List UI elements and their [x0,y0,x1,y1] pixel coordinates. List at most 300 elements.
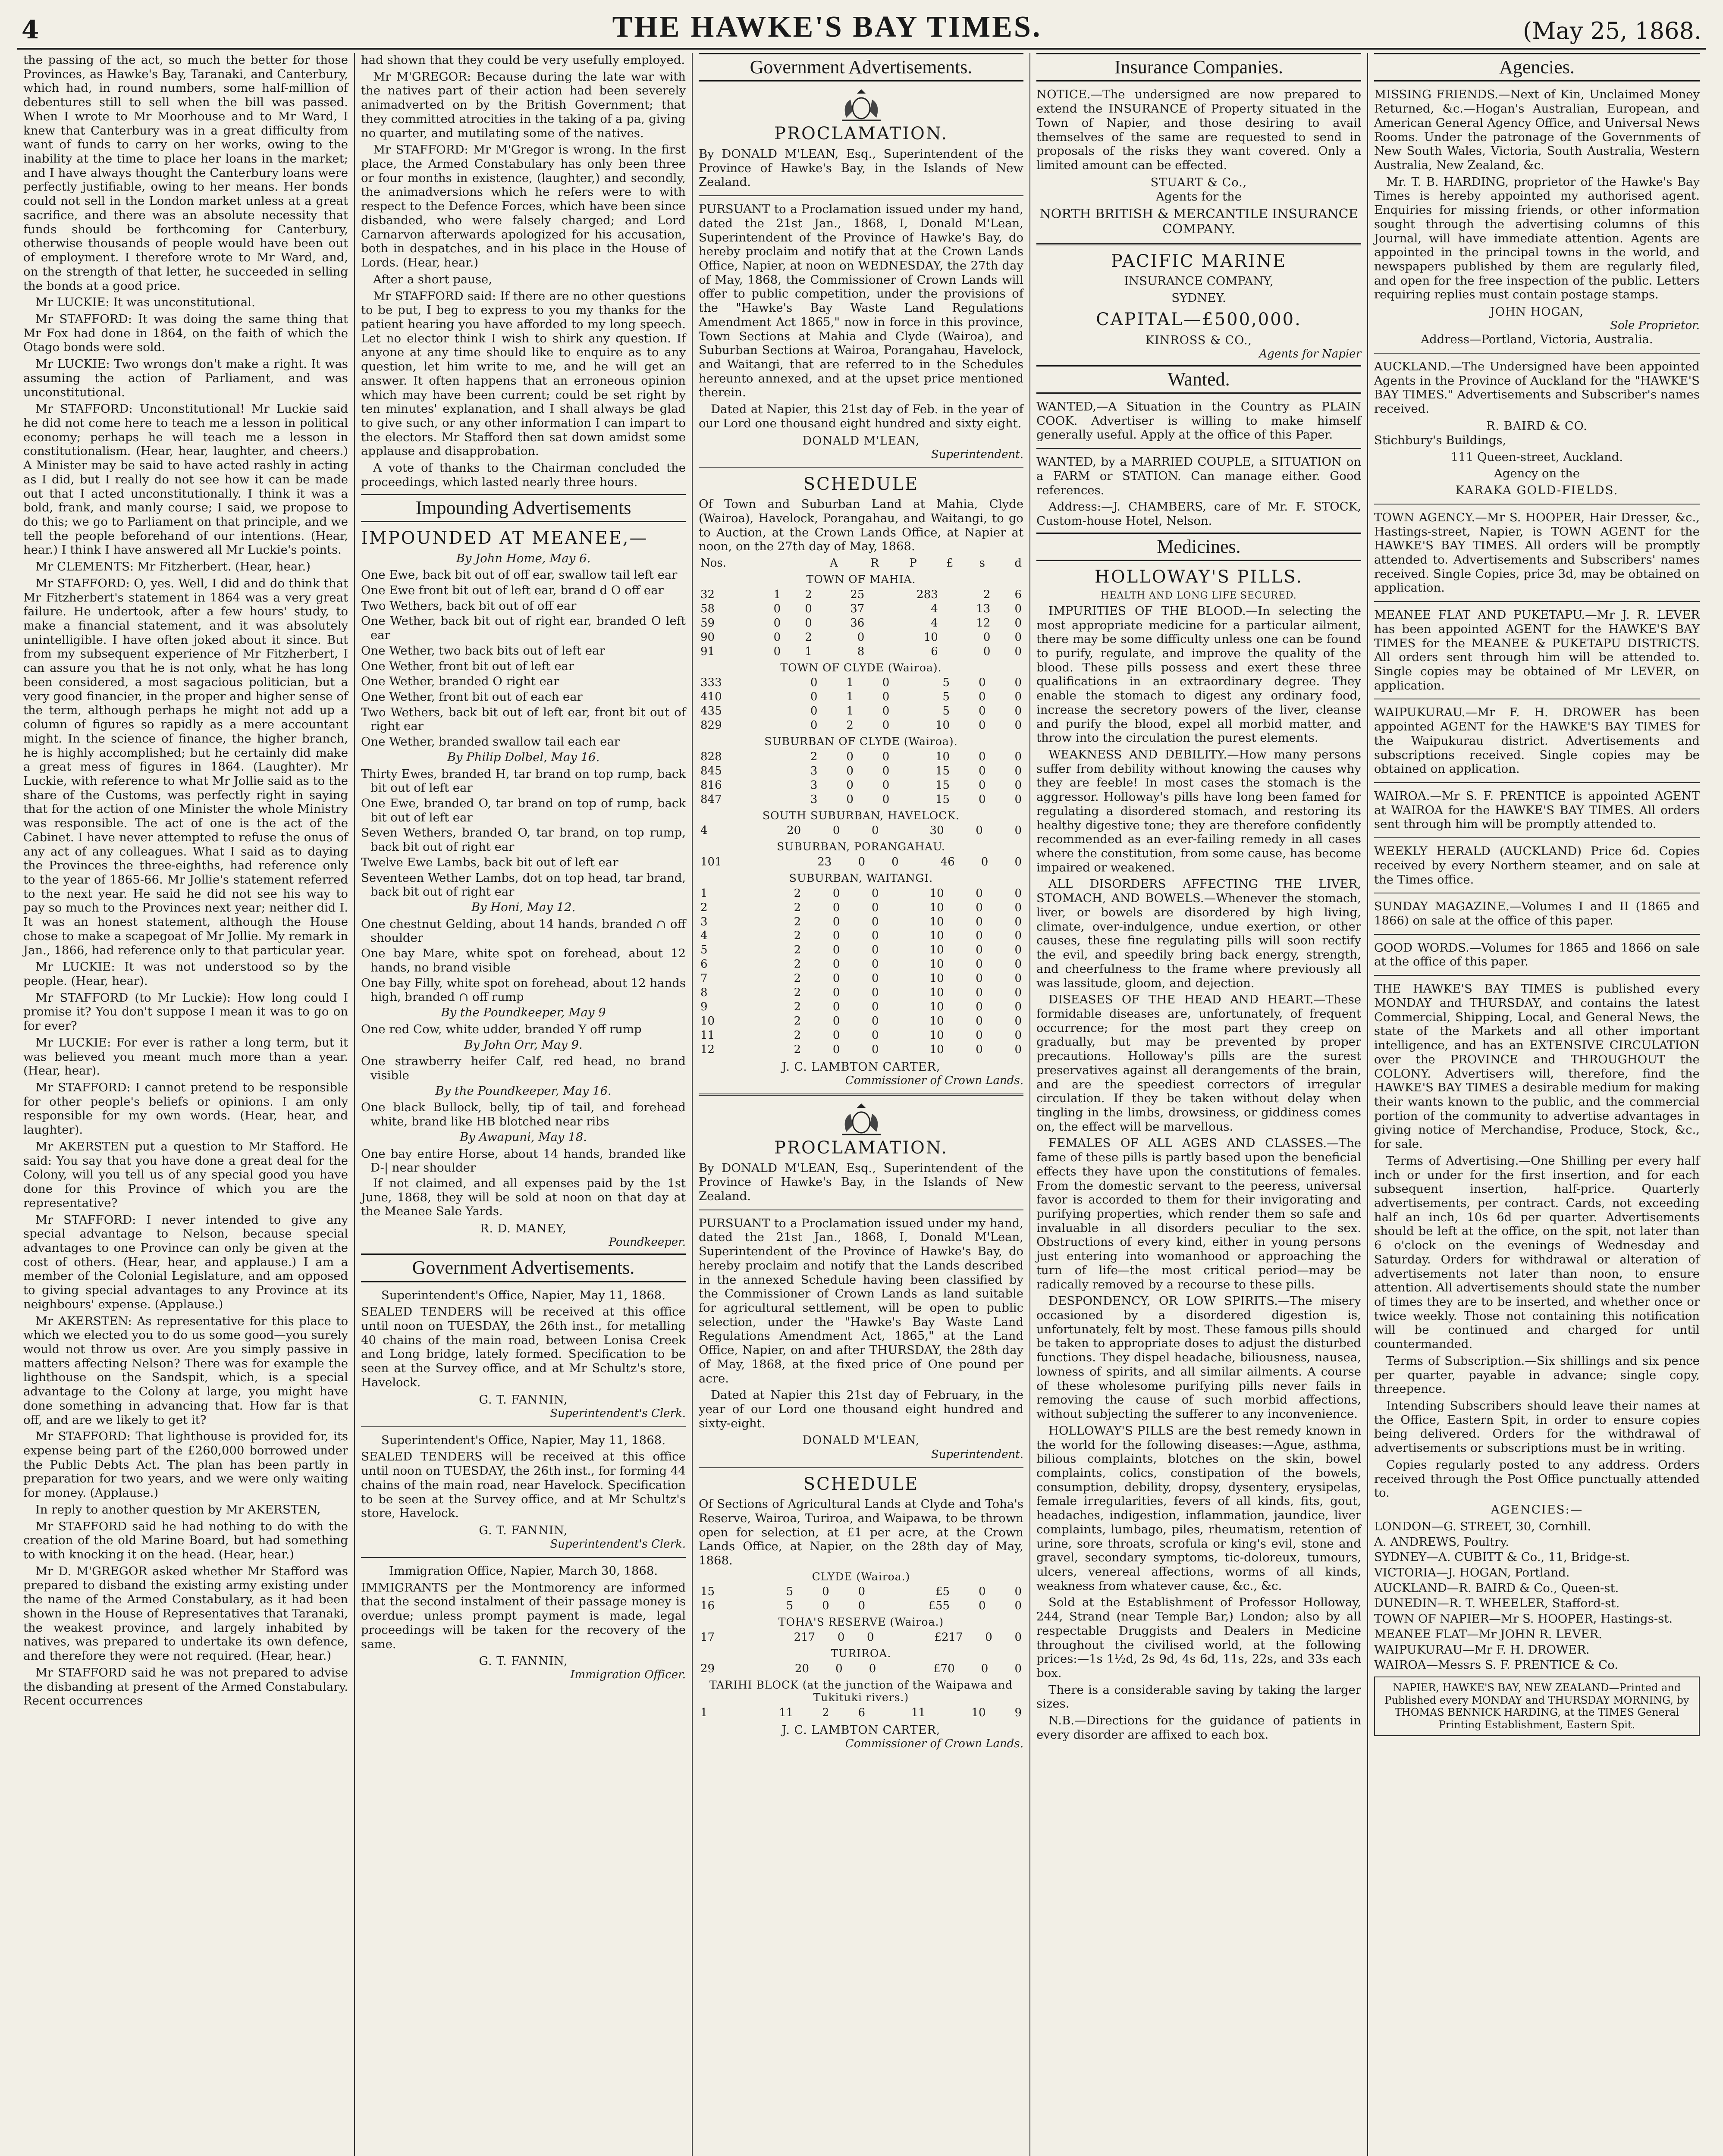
table-cell: 36 [850,616,865,630]
table-cell: 0 [773,616,781,630]
schedule-table [699,1706,1023,1720]
table-cell: 0 [872,986,879,1000]
table-cell: 2 [794,929,801,943]
table-cell: 0 [978,719,986,732]
table-cell: 11 [911,1706,926,1720]
table-cell: 0 [1014,855,1022,868]
schedule-table [699,676,1023,733]
table-cell: 0 [872,943,879,957]
table-cell: 9 [700,1000,708,1014]
table-cell: 0 [983,645,991,658]
table-row [699,616,1023,630]
poundkeeper-title: Poundkeeper. [609,1236,686,1249]
schedule-table [699,750,1023,807]
proclamation2-text: PURSUANT to a Proclamation issued under my hand, dated the 21st Jan., 1868, I, Donald M'Lean, Superintendent of the Province of Hawke's Bay, do hereby proclaim and notify that the Lands described in the annexed Schedule having been classified by the Commissioner of Crown Lands as land suitable for agricultural settlement, will be open to public selection, under the "Hawke's Bay Waste Land Regulations Amendment Act, 1865," at the Land Office, Napier, on and after THURSDAY, the 28th day of May, 1868, at the fixed price of One pound per acre. [699,1216,1023,1385]
agency-entry: TOWN OF NAPIER—Mr S. HOOPER, Hastings-st. [1374,1612,1673,1626]
table-cell: 0 [846,778,854,792]
table-cell: 11 [779,1706,794,1720]
table-cell: 4 [700,929,708,943]
schedule1-sig-title: Commissioner of Crown Lands. [845,1074,1023,1087]
table-cell: 0 [882,764,890,777]
schedule-group-title: SUBURBAN OF CLYDE (Wairoa). [764,735,958,748]
schedule1-signature: J. C. LAMBTON CARTER, [781,1060,941,1074]
table-cell: 0 [978,1599,986,1613]
hogan-title: Sole Proprietor. [1610,319,1700,332]
medicines-heading: Medicines. [1036,533,1361,561]
table-cell: 0 [1014,901,1022,914]
table-cell: 283 [916,588,938,601]
table-cell: 5 [942,690,950,704]
impounded-animal: One Wether, front bit out of each ear [361,689,583,704]
table-cell: 59 [700,616,715,630]
meanee-agency: MEANEE FLAT AND PUKETAPU.—Mr J. R. LEVER has been appointed AGENT for the HAWKE'S BAY TIMES for the MEANEE & PUKETAPU DISTRICTS. All orders sent through him will be attended to. Single copies may be obtained of Mr LEVER, on application. [1374,608,1700,693]
table-row [699,778,1023,793]
table-cell: 0 [976,1029,983,1042]
table-row [699,704,1023,718]
table-cell: 0 [978,764,986,777]
holloway-nb: N.B.—Directions for the guidance of patients in every disorder are affixed to each box. [1036,1714,1361,1742]
table-row [699,676,1023,690]
table-cell: 46 [940,855,955,868]
immigration-title: Immigration Officer. [570,1668,686,1682]
table-row [699,943,1023,957]
schedule-group-title: SUBURBAN, PORANGAHAU. [777,840,945,853]
table-cell: 12 [976,616,991,630]
table-cell: 0 [872,958,879,971]
impounded-animal: One Ewe, branded O, tar brand on top of rump, back bit out of left ear [361,796,686,824]
table-cell: 2 [794,901,801,914]
table-cell: 10 [929,943,944,957]
table-cell: 4 [700,824,708,837]
agents-for: Agents for the [1155,189,1242,204]
table-cell: 0 [810,719,818,732]
table-cell: 0 [846,764,854,777]
table-cell: 58 [700,602,715,615]
table-cell: 0 [832,887,840,900]
speech-paragraph: Mr D. M'GREGOR asked whether Mr Stafford was prepared to disband the existing army existing under the name of the Armed Constabulary, as it had been shown in the House of Representatives that Taranaki, the weakest province, and largely inhabited by natives, was prepared to undertake its own defence, and therefore they were not required. (Hear, hear.) [23,1564,348,1663]
table-cell: £5 [935,1585,950,1598]
karaka-goldfields: KARAKA GOLD-FIELDS. [1455,483,1619,498]
immigration-signature: G. T. FANNIN, [479,1655,568,1668]
holloway-subtitle: HEALTH AND LONG LIFE SECURED. [1101,590,1297,601]
agency-entry: LONDON—G. STREET, 30, Cornhill. [1374,1519,1591,1533]
table-cell: 17 [700,1631,715,1644]
table-cell: 0 [810,705,818,718]
agencies-heading: Agencies. [1374,53,1700,81]
tender2-signature: G. T. FANNIN, [479,1523,568,1537]
table-cell: 0 [872,1000,879,1014]
table-cell: 2 [794,943,801,957]
terms-subscription: Terms of Subscription.—Six shillings and six pence per quarter, payable in advance; single copy, threepence. [1374,1354,1700,1396]
speech-paragraph: A vote of thanks to the Chairman concluded the proceedings, which lasted nearly three hours. [361,461,686,489]
speech-paragraph: In reply to another question by Mr AKERSTEN, [35,1502,321,1517]
column-agencies [1368,53,1706,2156]
weekly-herald: WEEKLY HERALD (AUCKLAND) Price 6d. Copies received by every Northern steamer, and on sale at the Times office. [1374,844,1700,887]
table-row [699,718,1023,733]
impounded-animal: One Wether, back bit out of right ear, branded O left ear [361,614,686,642]
auckland-agency: AUCKLAND.—The Undersigned have been appointed Agents in the Province of Auckland for the "HAWKE'S BAY TIMES." Advertisements and Subscriber's names received. [1374,359,1700,416]
table-cell: 32 [700,588,715,601]
speech-paragraph: Mr CLEMENTS: Mr Fitzherbert. (Hear, hear.) [35,560,311,574]
proclamation2-signature: DONALD M'LEAN, [802,1434,920,1448]
table-cell: 0 [1014,1043,1022,1056]
table-cell: 10 [929,887,944,900]
table-cell: 0 [1014,1015,1022,1028]
table-cell: 0 [872,887,879,900]
tender1-title: Superintendent's Clerk. [550,1407,686,1420]
speech-paragraph: Mr STAFFORD (to Mr Luckie): How long could I promise it? You don't suppose I mean it was to go on for ever? [23,990,348,1033]
speech-paragraph: Mr STAFFORD: I cannot pretend to be responsible for other people's beliefs or opinions. I am only responsible for my own words. (Hear, hear, and laughter). [23,1081,348,1137]
table-cell: 829 [700,719,722,732]
wanted-address: Address:—J. CHAMBERS, care of Mr. F. STOCK, Custom-house Hotel, Nelson. [1036,500,1361,528]
impounder-line: By the Poundkeeper, May 9 [441,1006,606,1020]
holloway-paragraph: WEAKNESS AND DEBILITY.—How many persons suffer from debility without knowing the causes why they are feeble! In most cases the stomach is the aggressor. Holloway's pills have long been famed for regulating a disordered stomach, and restoring its healthy digestive tone; they are therefore confidently recommended as an ever-failing remedy in all cases where the constitution, from some cause, has become impaired or weakened. [1036,748,1361,874]
agency-entry: AUCKLAND—R. BAIRD & Co., Queen-st. [1374,1581,1619,1595]
table-cell: 6 [931,645,938,658]
impounded-animal: One black Bullock, belly, tip of tail, and forehead white, brand like HB blotched near ribs [361,1100,686,1129]
insurance-notice: NOTICE.—The undersigned are now prepared to extend the INSURANCE of Property situated in the Town of Napier, and those desiring to avail themselves of the same are requested to send in proposals of the risks they want covered. Only a limited amount can be effected. [1036,88,1361,172]
table-cell: 0 [1014,705,1022,718]
impounder-line: By Awapuni, May 18. [460,1130,587,1144]
terms-advertising: Terms of Advertising.—One Shilling per every half inch or under for the first insertion, and for each subsequent insertion, half-price. Quarterly advertisements, per contract. Cards, not exceeding half an inch, 10s 6d per quarter. Advertisements should be left at the office, on the spit, not later than 6 o'clock on the evenings of Wednesday and Saturday. Orders for withdrawal or alteration of advertisements not later than noon, to ensure attention. All advertisements should state the number of times they are to be inserted, and whether once or twice weekly. Those not containing this notification will be continued and charged for until countermanded. [1374,1153,1700,1351]
schedule-table [699,1630,1023,1645]
table-cell: 0 [981,855,989,868]
table-row [699,750,1023,764]
table-cell: 3 [810,793,818,806]
tender1-office: Superintendent's Office, Napier, May 11, 1868. [381,1288,665,1302]
table-row [699,645,1023,659]
schedule-column-header: A [830,557,838,570]
impounded-animal: Seventeen Wether Lambs, dot on top head, tar brand, back bit out of right ear [361,871,686,899]
table-cell: 0 [1014,1029,1022,1042]
wanted-heading: Wanted. [1036,365,1361,394]
table-cell: 29 [700,1662,715,1675]
table-cell: 16 [700,1599,715,1613]
table-cell: 0 [837,1631,845,1644]
proclamation1-by: By DONALD M'LEAN, Esq., Superintendent of the Province of Hawke's Bay, in the Islands of New Zealand. [699,147,1023,189]
schedule-table [699,887,1023,1057]
speech-paragraph: Mr LUCKIE: It was unconstitutional. [35,295,255,310]
table-row [699,901,1023,915]
speech-paragraph: the passing of the act, so much the better for those Provinces, as Hawke's Bay, Taranaki, and Canterbury, which had, in round numbers, some half-million of debentures still to sell when the bill was passed. When I wrote to Mr Moorhouse and to Mr Ward, I knew that Canterbury was in a great difficulty from want of funds to carry on her works, owing to the inability at the time to place her loans in the market; and I have always thought the Canterbury loans were perfectly justifiable, owing to her means. Her bonds could not sell in the London market unless at a great sacrifice, and there was an absolute necessity that funds should be forthcoming for Canterbury, otherwise thousands of people would have been out of employment. I therefore wrote to Mr Ward, and, on the strength of that letter, he succeeded in selling the bonds at a good price. [23,53,348,293]
table-cell: 0 [773,602,781,615]
table-cell: 0 [872,824,879,837]
table-cell: 333 [700,676,722,689]
table-cell: 0 [872,929,879,943]
table-cell: 10 [929,958,944,971]
table-cell: 0 [1014,972,1022,985]
intending-subscribers: Intending Subscribers should leave their names at the Office, Eastern Spit, in order to ensure copies being delivered. Orders for the withdrawal of advertisements or subscriptions must be in writing. [1374,1399,1700,1455]
table-cell: 0 [882,750,890,763]
capital: CAPITAL—£500,000. [1096,309,1302,329]
impounded-animal: One bay entire Horse, about 14 hands, branded like D-| near shoulder [361,1147,686,1175]
impounder-line: By John Orr, May 9. [464,1037,583,1052]
tender2-office: Superintendent's Office, Napier, May 11, 1868. [381,1433,665,1447]
speech-paragraph: Mr M'GREGOR: Because during the late war with the natives part of their action had been severely animadverted on by the British Government; that they committed atrocities in the taking of a pa, giving no quarter, and mutilating some of the natives. [361,69,686,140]
impounded-animal: One Wether, branded O right ear [361,674,559,689]
speech-paragraph: Mr AKERSTEN: As representative for this place to which we elected you to do us some good—you surely would not throw us over. Are you simply passive in matters affecting Nelson? There was for example the lighthouse on the Sandspit, which, is a special advantage to the Colony at large, you might have done something in advancing that. How far is that off, and are we likely to get it? [23,1314,348,1427]
table-cell: 0 [1014,602,1022,615]
table-cell: 4 [931,602,938,615]
table-cell: 0 [1014,986,1022,1000]
table-cell: 0 [835,1662,843,1675]
table-cell: 828 [700,750,722,763]
table-cell: 5 [786,1585,794,1598]
impounded-animal: Twelve Ewe Lambs, back bit out of left ear [361,855,618,869]
table-cell: 3 [810,764,818,777]
schedule-group-title: CLYDE (Wairoa.) [812,1570,910,1583]
table-cell: 0 [832,1029,840,1042]
agency-paragraph: MISSING FRIENDS.—Next of Kin, Unclaimed Money Returned, &c.—Hogan's Australian, European, and American General Agency Office, and Universal News Rooms. Under the patronage of the Governments of New South Wales, Victoria, South Australia, Western Australia, New Zealand, &c. [1374,88,1700,172]
schedule-group-title: SOUTH SUBURBAN, HAVELOCK. [763,809,960,822]
table-cell: 0 [976,972,983,985]
sunday-magazine: SUNDAY MAGAZINE.—Volumes I and II (1865 and 1866) on sale at the office of this paper. [1374,899,1700,928]
table-cell: 0 [857,630,865,644]
table-cell: 10 [929,915,944,928]
proclamation2-dated: Dated at Napier this 21st day of February, in the year of our Lord one thousand eight hundred and sixty-eight. [699,1388,1023,1430]
table-cell: 0 [869,1662,876,1675]
table-cell: 2 [846,719,854,732]
holloway-saving: There is a considerable saving by taking the larger sizes. [1036,1683,1361,1711]
table-row [699,957,1023,971]
table-cell: 10 [929,1029,944,1042]
schedule-group-title: TOWN OF CLYDE (Wairoa). [780,661,942,674]
impounded-animal: One chestnut Gelding, about 14 hands, branded ∩ off shoulder [361,917,686,945]
table-cell: 5 [786,1599,794,1613]
impounding-title: IMPOUNDED AT MEANEE,— [361,528,648,548]
impounded-animal: One Wether, branded swallow tail each ear [361,735,620,749]
table-cell: 0 [805,616,812,630]
agency-paragraph: Mr. T. B. HARDING, proprietor of the Hawke's Bay Times is hereby appointed my authorised agent. Enquiries for missing friends, or other information sought through the advertising columns of this Journal, will have immediate attention. Agents are appointed in the principal towns in the world, and newspapers published by them are regularly filed, and open for the free inspection of the public. Letters requiring replies must contain postage stamps. [1374,175,1700,302]
kinross-agents-for: Agents for Napier [1259,347,1361,360]
speech-paragraph: Mr STAFFORD said: If there are no other questions to be put, I beg to express to you my thanks for the patient hearing you have afforded to my long speech. Let no elector think I wish to shirk any question. If anyone at any time should like to enquire as to any question, let him write to me, and he will get an answer. It often happens that an erroneous opinion which may have been current; could be set right by ten minutes' explanation, and I shall always be glad to give such, or any other information I can impart to the electors. Mr Stafford then sat down amidst some applause and disapprobation. [361,289,686,458]
table-cell: 0 [1014,690,1022,704]
table-cell: 0 [1014,616,1022,630]
table-cell: 0 [983,630,991,644]
impounded-animal: One Wether, two back bits out of left ear [361,643,605,658]
columns [17,53,1706,2156]
table-cell: 217 [794,1631,816,1644]
table-cell: 0 [832,901,840,914]
table-cell: 0 [976,915,983,928]
table-cell: 5 [942,676,950,689]
table-cell: 8 [857,645,865,658]
table-row [699,915,1023,929]
speech-paragraph: After a short pause, [373,272,493,286]
masthead [17,10,1706,50]
table-cell: 0 [976,943,983,957]
schedule-column-header: £ [946,557,954,570]
table-cell: 30 [929,824,944,837]
table-cell: 845 [700,764,722,777]
issue-date: (May 25, 1868. [1523,17,1701,44]
table-cell: 0 [978,778,986,792]
table-cell: 101 [700,855,722,868]
speech-paragraph: had shown that they could be very usefully employed. [361,53,685,67]
table-cell: 0 [978,705,986,718]
wanted-cook: WANTED,—A Situation in the Country as PLAIN COOK. Advertiser is willing to make himself generally useful. Apply at the office of this Paper. [1036,399,1361,442]
table-cell: 7 [700,972,708,985]
column-speech [17,53,355,2156]
schedule-group-title: TOHA'S RESERVE (Wairoa.) [778,1616,944,1629]
hogan-agency [1374,88,1700,302]
agency-entry: VICTORIA—J. HOGAN, Portland. [1374,1565,1570,1579]
table-cell: 0 [832,972,840,985]
table-cell: 0 [1014,958,1022,971]
table-cell: 2 [805,630,812,644]
table-cell: 0 [1014,764,1022,777]
table-cell: 0 [882,676,890,689]
agencies-title: AGENCIES:— [1491,1503,1583,1517]
royal-arms-icon [838,88,885,122]
speech-paragraph: Mr STAFFORD: That lighthouse is provided for, its expense being part of the £260,000 borrowed under the Public Debts Act. The plan has been partly in preparation for two years, and we were only waiting for money. (Applause.) [23,1429,348,1500]
table-cell: 2 [794,972,801,985]
table-row [699,1662,1023,1676]
schedule-table [699,1585,1023,1613]
table-cell: 0 [867,1631,874,1644]
schedule1-title: SCHEDULE [803,474,919,494]
table-row [699,887,1023,901]
table-cell: 0 [976,901,983,914]
table-cell: 0 [882,705,890,718]
proclamation1-sig-title: Superintendent. [931,448,1023,461]
baird-address: Stichbury's Buildings, [1374,433,1506,447]
impounder-line: By Honi, May 12. [471,900,576,915]
table-cell: 1 [805,645,812,658]
table-cell: 1 [846,690,854,704]
table-cell: 0 [872,1029,879,1042]
table-cell: 2 [794,1029,801,1042]
hogan-name: JOHN HOGAN, [1490,305,1584,319]
table-cell: 0 [832,915,840,928]
baird-name: R. BAIRD & CO. [1486,419,1588,433]
table-cell: 25 [850,588,865,601]
schedule-group-title: TURIROA. [831,1647,891,1660]
table-cell: 816 [700,778,722,792]
schedule-column-header: Nos. [700,557,727,570]
schedule-column-header: d [1014,557,1022,570]
table-row [699,1599,1023,1613]
table-cell: 1 [700,887,708,900]
impounded-animal: One bay Filly, white spot on forehead, about 12 hands high, branded ∩ off rump [361,976,686,1004]
table-cell: 1 [846,705,854,718]
table-row [699,690,1023,704]
schedule-table [699,855,1023,869]
table-cell: 10 [935,750,950,763]
table-cell: 0 [872,915,879,928]
table-cell: 0 [976,1000,983,1014]
table-cell: 0 [978,676,986,689]
table-row [699,986,1023,1000]
table-cell: 2 [805,588,812,601]
proclamation1-dated: Dated at Napier, this 21st day of Feb. in the year of our Lord one thousand eight hundred and sixty eight. [699,402,1023,430]
table-cell: 0 [978,1585,986,1598]
table-cell: 23 [817,855,832,868]
impounded-animal: Seven Wethers, branded O, tar brand, on top rump, back bit out of right ear [361,826,686,854]
schedule2-text: Of Sections of Agricultural Lands at Clyde and Toha's Reserve, Wairoa, Turiroa, and Waipawa, to be thrown open for selection, at £1 per acre, at the Crown Lands Office, at Napier, on the 28th day of May, 1868. [699,1497,1023,1568]
table-cell: 0 [1014,719,1022,732]
table-cell: 0 [1014,824,1022,837]
table-cell: 20 [787,824,801,837]
table-row [699,1043,1023,1057]
table-cell: 0 [985,1631,992,1644]
table-cell: 0 [832,1015,840,1028]
table-cell: 15 [935,764,950,777]
table-cell: 0 [1014,943,1022,957]
table-cell: 13 [976,602,991,615]
table-cell: 9 [1014,1706,1022,1720]
agency-entry: A. ANDREWS, Poultry. [1374,1535,1509,1549]
table-cell: 10 [929,986,944,1000]
speech-paragraph: Mr STAFFORD: O, yes. Well, I did and do think that Mr Fitzherbert's statement in 1864 was a very great failure. He undertook, after a few hours' study, to make a financial statement, and it was absolutely unintelligible. I have often joked about it since. But from my subsequent experience of Mr Fitzherbert, I can assure you that he is not only, what he has long been considered, a most sagacious politician, but a very good financier, in the proper and higher sense of the term, although perhaps he might not add up a column of figures so rapidly as a mere accountant might. In the science of finance, the higher branch, he is highly accomplished; but he certainly did make a great mess of figures in 1864. (Laughter). Mr Luckie, with reference to what Mr Jollie said as to the share of the Customs, was perfectly right in saying that for the action of one Minister the whole Ministry was responsible. The act of one is the act of the Cabinet. I have never attempted to refuse the onus of any act of any colleagues. What I said as to daying the Provinces the three-eighths, had reference only to the year of 1865-66. Mr Jollie's statement referred to the next year. He said he did not see his way to pay so much to the Provinces next year; neither did I. It was an honest statement, although the House chose to make a scapegoat of Mr Jollie. My remark in Jan., 1866, had reference only to that particular year. [23,576,348,957]
schedule-group-title: TOWN OF MAHIA. [806,573,916,586]
schedule-group-title: TARIHI BLOCK (at the junction of the Waipawa and Tukituki rivers.) [709,1678,1013,1704]
good-words: GOOD WORDS.—Volumes for 1865 and 1866 on sale at the office of this paper. [1374,940,1700,969]
table-row [699,1014,1023,1028]
table-cell: 0 [1014,778,1022,792]
table-cell: 0 [858,855,865,868]
impounder-line: By John Home, May 6. [456,551,591,565]
table-cell: 0 [832,929,840,943]
north-british-company: NORTH BRITISH & MERCANTILE INSURANCE COMPANY. [1039,206,1358,237]
impounded-animal: One Ewe front bit out of left ear, brand d O off ear [361,583,664,597]
immigration-text: IMMIGRANTS per the Montmorency are informed that the second instalment of their passage money is overdue; unless prompt payment is made, legal proceedings will be taken for the recovery of the same. [361,1580,686,1651]
schedule-table [699,824,1023,838]
table-row [699,1028,1023,1043]
table-cell: 0 [822,1599,829,1613]
tender1-text: SEALED TENDERS will be received at this office until noon on TUESDAY, the 26th inst., for metalling 40 chains of the main road, between Lonisa Creek and Long bridge, lately formed. Specification to be seen at the Survey office, and at Mr Schultz's store, Havelock. [361,1305,686,1389]
table-cell: 20 [794,1662,809,1675]
table-cell: 10 [971,1706,986,1720]
table-cell: 0 [1014,1631,1022,1644]
holloway-text [1036,604,1361,1680]
town-agency: TOWN AGENCY.—Mr S. HOOPER, Hair Dresser, &c., Hastings-street, Napier, is TOWN AGENT for the HAWKE'S BAY TIMES. All orders will be promptly attended to. Advertisements and Subscribers' names received. Single Copies, price 3d, may be obtained on application. [1374,510,1700,595]
table-cell: 2 [794,986,801,1000]
newspaper-title: THE HAWKE'S BAY TIMES. [612,10,1042,44]
table-cell: 0 [1014,915,1022,928]
table-cell: 0 [976,929,983,943]
schedule-column-header: R [870,557,879,570]
speech-paragraph: Mr STAFFORD: It was doing the same thing that Mr Fox had done in 1864, on the faith of which the Otago bonds were sold. [23,312,348,354]
page-number: 4 [22,15,39,44]
table-cell: 0 [846,750,854,763]
stuart-agent: STUART & Co., [1150,175,1247,189]
table-row [699,824,1023,838]
holloway-paragraph: FEMALES OF ALL AGES AND CLASSES.—The fame of these pills is partly based upon the beneficial effects they have upon the constitutions of females. From the domestic servant to the peeress, universal favor is accorded to them for their invigorating and purifying properties, which render them so safe and invaluable in all disorders peculiar to the sex. Obstructions of every kind, either in young persons just entering into womanhood or approaching the turn of life—the most critical period—may be radically removed by a recourse to these pills. [1036,1136,1361,1291]
table-cell: 410 [700,690,722,704]
table-cell: 90 [700,630,715,644]
table-cell: 0 [882,793,890,806]
kinross-agent: KINROSS & CO., [1145,333,1252,347]
table-cell: 0 [832,1000,840,1014]
table-cell: 15 [700,1585,715,1598]
table-cell: 0 [1014,1585,1022,1598]
schedule1-header [699,556,1023,570]
impounded-animal: Two Wethers, back bit out of left ear, front bit out of right ear [361,705,686,733]
table-cell: 2 [794,958,801,971]
agency-entry: DUNEDIN—R. T. WHEELER, Stafford-st. [1374,1596,1620,1611]
table-cell: 0 [882,690,890,704]
table-cell: 0 [872,1015,879,1028]
table-cell: 0 [846,793,854,806]
schedule1-text: Of Town and Suburban Land at Mahia, Clyde (Wairoa), Havelock, Porangahau, and Waitangi, to go to Auction, at the Crown Lands Office, at Napier at noon, on the 27th day of May, 1868. [699,497,1023,554]
table-row [699,1585,1023,1599]
table-cell: 0 [891,855,899,868]
table-cell: 6 [858,1706,866,1720]
table-row [699,793,1023,807]
schedule-table [699,588,1023,659]
table-cell: 10 [929,1000,944,1014]
